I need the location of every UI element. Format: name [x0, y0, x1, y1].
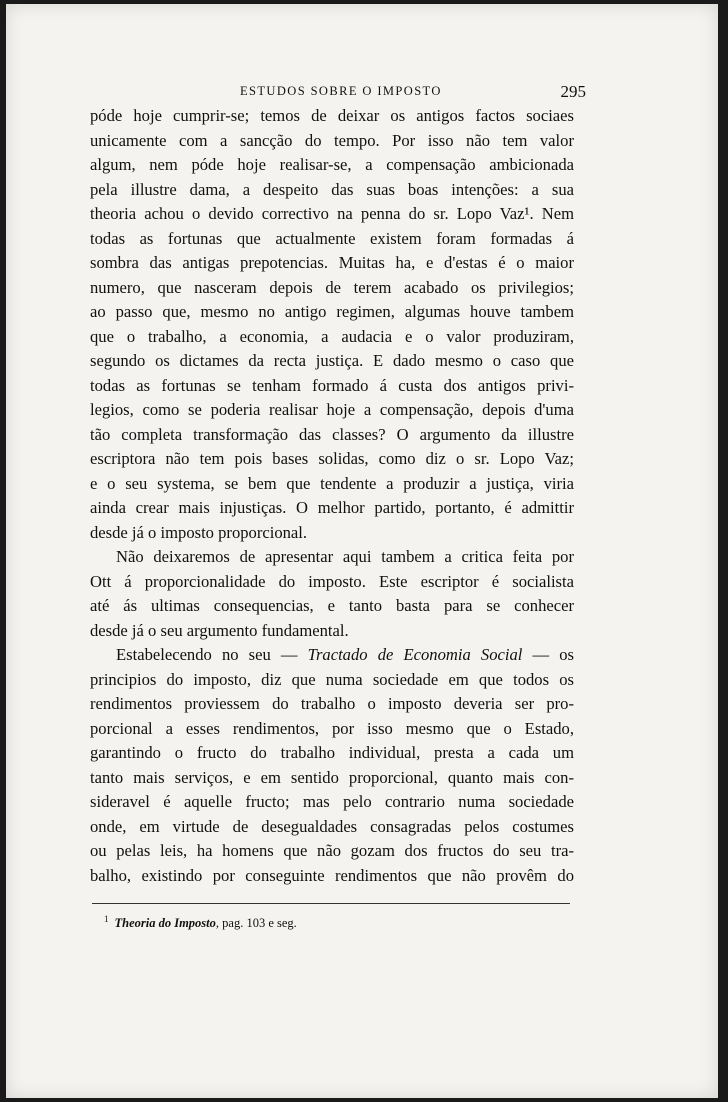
text-line: todas as fortunas se tenham formado á custa dos antigos privi- [90, 375, 574, 395]
footnote-ref: , pag. 103 e seg. [215, 916, 297, 931]
text-line: até ás ultimas consequencias, e tanto basta para se conhecer [90, 596, 574, 615]
footnote-title: Theoria do Imposto [114, 916, 216, 931]
footnote-mark: 1 [104, 914, 109, 924]
running-title: ESTUDOS SOBRE O IMPOSTO [240, 84, 442, 98]
text-line: Ott á proporcionalidade do imposto. Este escriptor é socialista [90, 571, 574, 591]
text-line: tão completa transformação das classes? O argumento da illustre [90, 424, 574, 444]
text-line: ainda crear mais injustiças. O melhor partido, portanto, é admittir [90, 498, 574, 517]
text-line: Não deixaremos de apresentar aqui tambem a critica feita por [116, 547, 574, 566]
text-line: desde já o imposto proporcional. [90, 522, 308, 542]
text-line: pela illustre dama, a despeito das suas boas intenções: a sua [90, 179, 574, 199]
text-line: segundo os dictames da recta justiça. E dado mesmo o caso que [90, 351, 574, 370]
text-line: sideravel é aquelle fructo; mas pelo contrario numa sociedade [90, 792, 574, 811]
text-line: ou pelas leis, ha homens que não gozam dos fructos do seu tra- [90, 841, 574, 860]
page-number: 295 [560, 82, 586, 101]
text-line: principios do imposto, diz que numa sociedade em que todos os [90, 669, 574, 689]
book-title: Tractado de Economia Social [307, 645, 523, 664]
text-line: balho, existindo por conseguinte rendimentos que não provêm do [90, 865, 574, 885]
footnote-rule [92, 903, 570, 904]
text-line: legios, como se poderia realisar hoje a compensação, depois d'uma [90, 400, 574, 419]
text-segment: Estabelecendo no seu — [116, 645, 308, 664]
text-line: onde, em virtude de desegualdades consagradas pelos costumes [90, 816, 574, 836]
text-segment: — os [522, 645, 574, 664]
text-line: e o seu systema, se bem que tendente a produzir a justiça, viria [90, 473, 574, 493]
text-line-italic-title [90, 643, 574, 668]
text-line: garantindo o fructo do trabalho individual, presta a cada um [90, 743, 574, 762]
text-line: desde já o seu argumento fundamental. [90, 620, 349, 640]
text-line: numero, que nasceram depois de terem acabado os privilegios; [90, 277, 574, 297]
body-text [90, 104, 574, 888]
text-line: algum, nem póde hoje realisar-se, a compensação ambicionada [90, 155, 574, 174]
text-line: que o trabalho, a economia, a audacia e o valor produziram, [90, 326, 574, 346]
text-line: tanto mais serviços, e em sentido proporcional, quanto mais con- [90, 767, 574, 787]
text-line: porcional a esses rendimentos, por isso mesmo que o Estado, [90, 718, 574, 738]
text-line: escriptora não tem pois bases solidas, como diz o sr. Lopo Vaz; [90, 449, 574, 468]
text-line: theoria achou o devido correctivo na penna do sr. Lopo Vaz¹. Nem [90, 204, 574, 223]
text-line: todas as fortunas que actualmente existem foram formadas á [90, 228, 574, 248]
text-line: unicamente com a sancção do tempo. Por isso não tem valor [90, 130, 574, 150]
text-line: póde hoje cumprir-se; temos de deixar os antigos factos sociaes [90, 106, 574, 125]
footnote [104, 914, 297, 931]
text-line: ao passo que, mesmo no antigo regimen, algumas houve tambem [90, 302, 574, 321]
page-header [96, 82, 586, 106]
text-line: sombra das antigas prepotencias. Muitas ha, e d'estas é o maior [90, 253, 574, 272]
text-line: rendimentos proviessem do trabalho o imposto deveria ser pro- [90, 694, 574, 713]
